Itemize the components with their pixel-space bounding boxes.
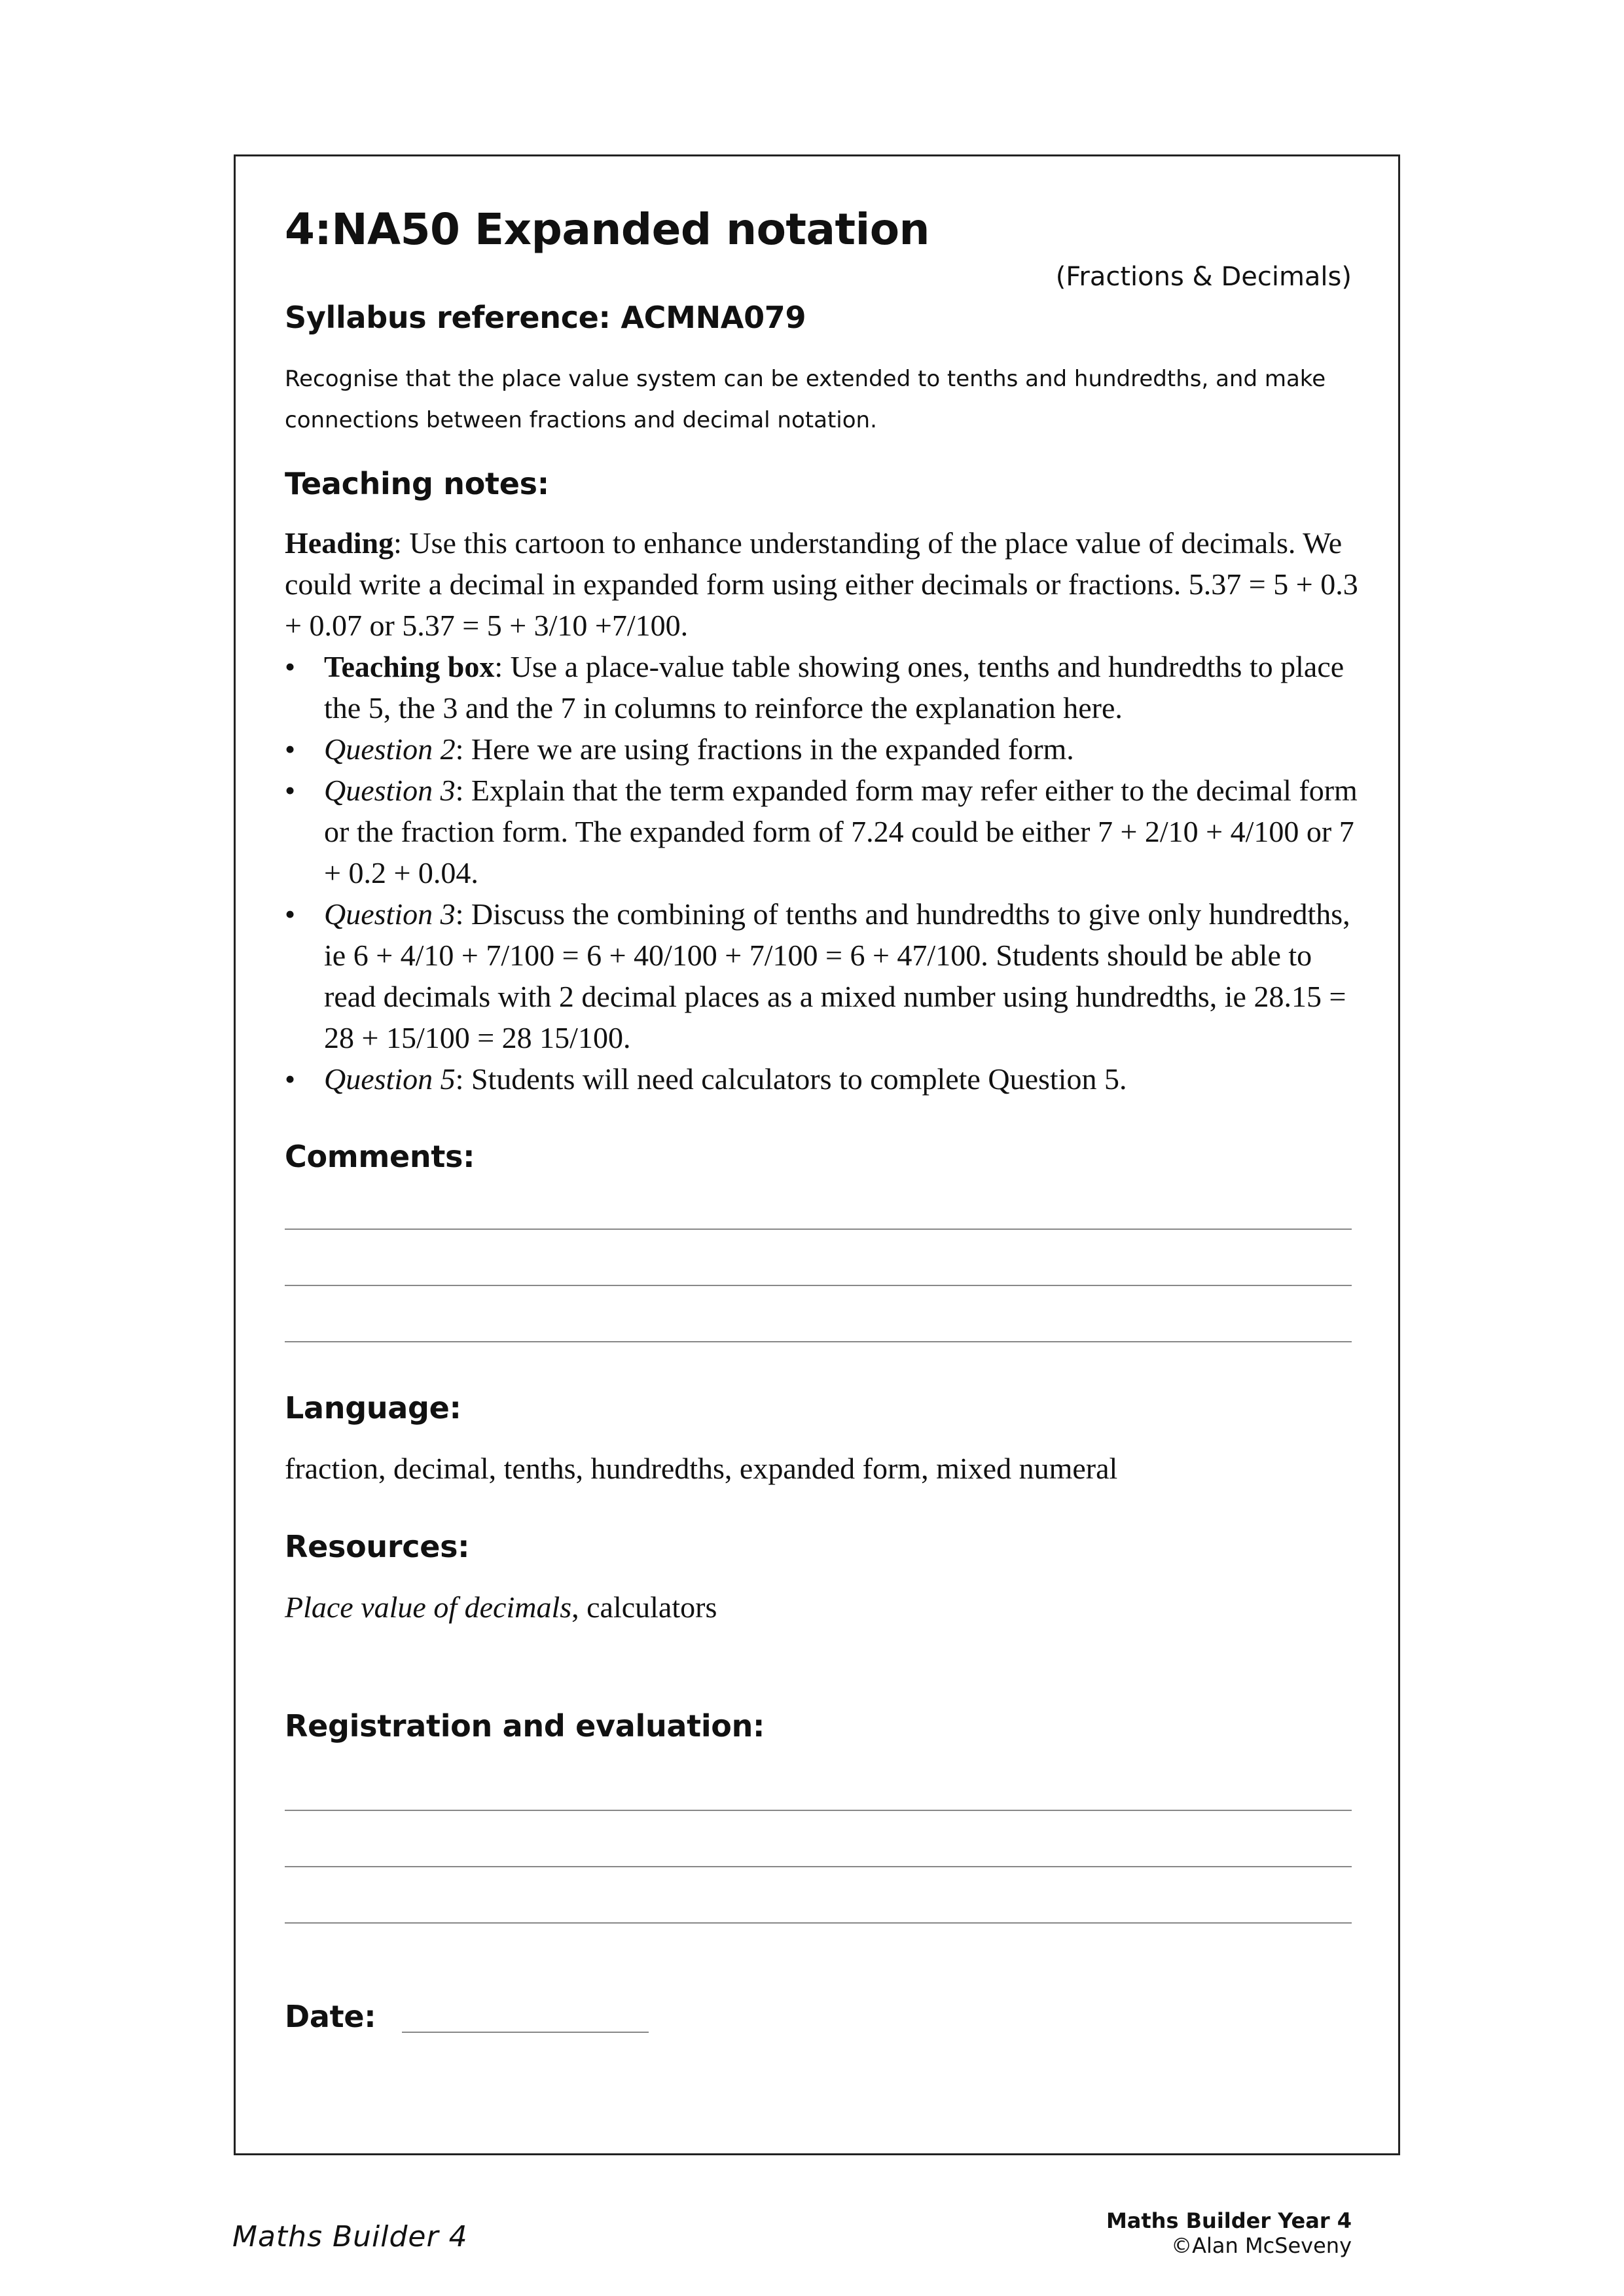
- footer-series: Maths Builder Year 4: [1106, 2208, 1352, 2233]
- language-heading: Language:: [285, 1390, 461, 1426]
- bullet: •: [285, 774, 296, 807]
- bullet: •: [285, 1062, 296, 1096]
- note-text: : Discuss the combining of tenths and hundredths to give only hundredths, ie 6 + 4/10 + 7/100 = 6 + 40/100 + 7/100 = 6 + 47/100. Students should be able to read decimals with 2 decimal places as a mixed number using hundredths, ie 28.15 = 28 + 15/100 = 28 15/100.: [324, 897, 1350, 1054]
- comments-line[interactable]: [285, 1229, 1352, 1230]
- bullet: •: [285, 650, 296, 683]
- resource-rest: , calculators: [571, 1590, 717, 1624]
- list-item: [285, 893, 1358, 1058]
- teaching-notes-list: [285, 646, 1358, 1100]
- list-item: [285, 646, 1358, 728]
- comments-line[interactable]: [285, 1341, 1352, 1342]
- registration-line[interactable]: [285, 1922, 1352, 1924]
- teaching-notes-intro: [285, 522, 1358, 646]
- footer-credit: [1106, 2208, 1352, 2258]
- registration-line[interactable]: [285, 1810, 1352, 1811]
- bullet: •: [285, 732, 296, 766]
- comments-line[interactable]: [285, 1285, 1352, 1286]
- teaching-notes-heading: Teaching notes:: [285, 466, 549, 501]
- list-item: [285, 728, 1358, 770]
- note-text: : Use a place-value table showing ones, tenths and hundredths to place the 5, the 3 and the 7 in columns to reinforce the explanation here.: [324, 650, 1344, 725]
- intro-text: : Use this cartoon to enhance understanding of the place value of decimals. We could write a decimal in expanded form using either decimals or fractions. 5.37 = 5 + 0.3 + 0.07 or 5.37 = 5 + 3/10 +7/100.: [285, 526, 1358, 642]
- syllabus-description: Recognise that the place value system can be extended to tenths and hundredths, and make connections between fractions and decimal notation.: [285, 366, 1326, 433]
- comments-heading: Comments:: [285, 1139, 475, 1174]
- resources-heading: Resources:: [285, 1529, 470, 1564]
- note-label: Question 2: [324, 732, 456, 766]
- date-line[interactable]: [402, 2032, 649, 2033]
- resources-text: [285, 1587, 717, 1628]
- syllabus-reference: Syllabus reference: ACMNA079: [285, 300, 806, 335]
- note-text: : Students will need calculators to complete Question 5.: [455, 1062, 1127, 1096]
- note-label: Question 3: [324, 897, 456, 931]
- footer-copyright: ©Alan McSeveny: [1171, 2233, 1352, 2258]
- note-text: : Explain that the term expanded form may refer either to the decimal form or the fraction form. The expanded form of 7.24 could be either 7 + 2/10 + 4/100 or 7 + 0.2 + 0.04.: [324, 774, 1358, 889]
- language-text: fraction, decimal, tenths, hundredths, expanded form, mixed numeral: [285, 1452, 1118, 1485]
- page-title: 4:NA50 Expanded notation: [285, 204, 930, 255]
- note-text: : Here we are using fractions in the expanded form.: [455, 732, 1074, 766]
- footer-book-name: Maths Builder 4: [232, 2220, 468, 2253]
- intro-label: Heading: [285, 526, 394, 560]
- date-label: Date:: [285, 1999, 376, 2034]
- registration-heading: Registration and evaluation:: [285, 1708, 765, 1744]
- strand-label: (Fractions & Decimals): [1055, 262, 1352, 292]
- note-label: Teaching box: [324, 650, 495, 683]
- resource-title: Place value of decimals: [285, 1590, 572, 1624]
- note-label: Question 3: [324, 774, 456, 807]
- registration-line[interactable]: [285, 1866, 1352, 1867]
- list-item: [285, 1058, 1358, 1100]
- note-label: Question 5: [324, 1062, 456, 1096]
- list-item: [285, 770, 1358, 893]
- bullet: •: [285, 897, 296, 931]
